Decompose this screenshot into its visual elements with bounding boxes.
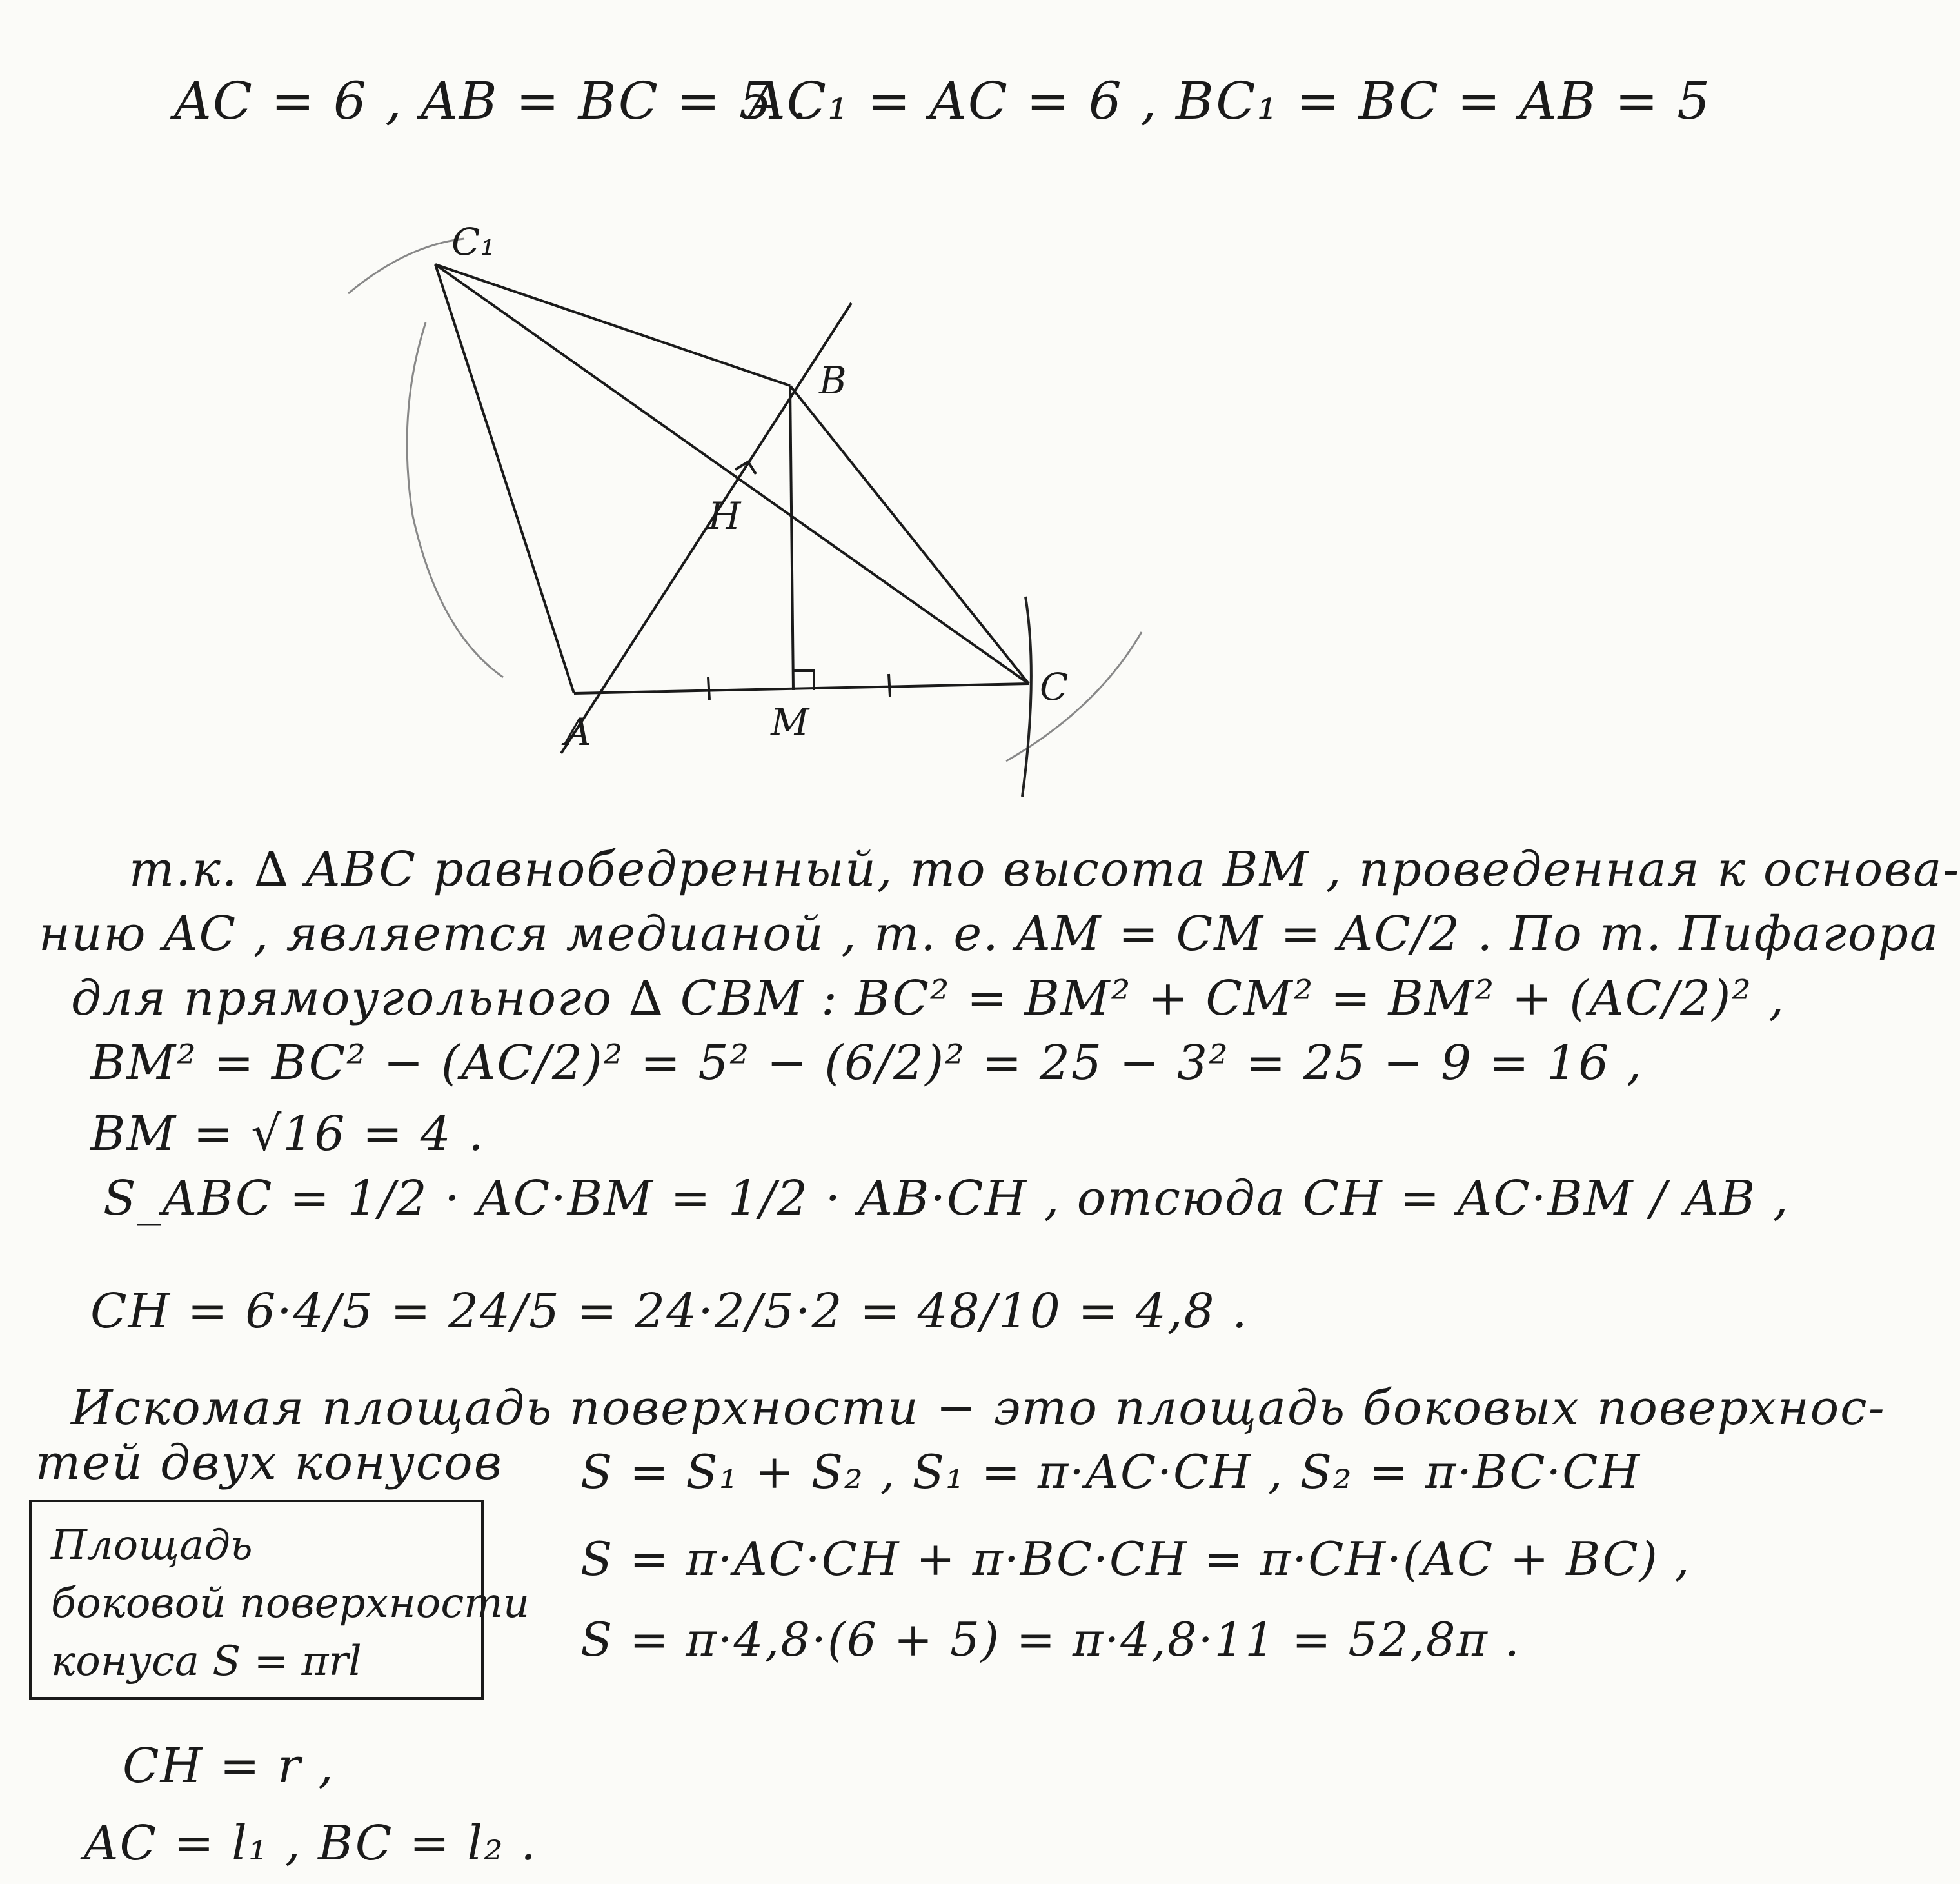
label-a: A <box>564 710 591 754</box>
solution-line-4: BM² = BC² − (AC/2)² = 5² − (6/2)² = 25 − 3² = 25 − 9 = 16 , <box>90 1035 1643 1091</box>
solution-line-7: CH = 6·4/5 = 24/5 = 24·2/5·2 = 48/10 = 4,8 . <box>90 1284 1249 1339</box>
solution-line-3: для прямоугольного ∆ CBM : BC² = BM² + CM² = BM² + (AC/2)² , <box>71 971 1785 1026</box>
label-m: M <box>771 700 809 744</box>
solution-line-6: S_ABC = 1/2 · AC·BM = 1/2 · AB·CH , отсюда CH = AC·BM / AB , <box>103 1171 1790 1226</box>
arc-c1-left <box>407 322 503 677</box>
segment-b-m <box>790 386 793 690</box>
arc-at-c <box>1022 597 1031 797</box>
formula-2: S = π·AC·CH + π·BC·CH = π·CH·(AC + BC) , <box>580 1532 1691 1586</box>
solution-line-5: BM = √16 = 4 . <box>90 1106 485 1162</box>
solution-line-9: тей двух конусов <box>35 1435 503 1491</box>
segment-b-c <box>790 386 1029 684</box>
note-ac-bc: AC = l₁ , BC = l₂ . <box>84 1816 537 1871</box>
label-c1: C₁ <box>451 220 495 264</box>
label-b: B <box>819 359 847 402</box>
arc-c-right <box>1006 632 1142 761</box>
note-line-1: Площадь <box>51 1522 253 1569</box>
given-left: AC = 6 , AB = BC = 5 . <box>174 71 809 131</box>
geometry-figure <box>0 0 1614 813</box>
note-ch-r: CH = r , <box>123 1738 335 1794</box>
label-h: H <box>708 494 741 538</box>
arc-c1-top <box>348 239 464 293</box>
tick-am <box>708 677 709 700</box>
formula-1: S = S₁ + S₂ , S₁ = π·AC·CH , S₂ = π·BC·CH <box>580 1445 1641 1499</box>
segment-a-c <box>574 684 1029 693</box>
tick-mc <box>889 674 890 697</box>
given-right: AC₁ = AC = 6 , BC₁ = BC = AB = 5 <box>748 71 1712 131</box>
solution-line-8: Искомая площадь поверхности − это площадь боковых поверхнос- <box>71 1380 1886 1436</box>
segment-c1-b <box>435 264 790 386</box>
segment-c1-c <box>435 264 1029 684</box>
solution-line-2: нию AC , является медианой , т. е. AM = CM = AC/2 . По т. Пифагора <box>39 906 1940 962</box>
note-line-2: боковой поверхности <box>51 1580 530 1627</box>
label-c: C <box>1040 665 1069 709</box>
cone-area-note-box <box>29 1500 530 1700</box>
solution-line-1: т.к. ∆ ABC равнобедренный, то высота BM , проведенная к основа- <box>129 842 1960 897</box>
note-line-3: конуса S = πrl <box>51 1638 362 1685</box>
formula-3: S = π·4,8·(6 + 5) = π·4,8·11 = 52,8π . <box>580 1612 1521 1667</box>
